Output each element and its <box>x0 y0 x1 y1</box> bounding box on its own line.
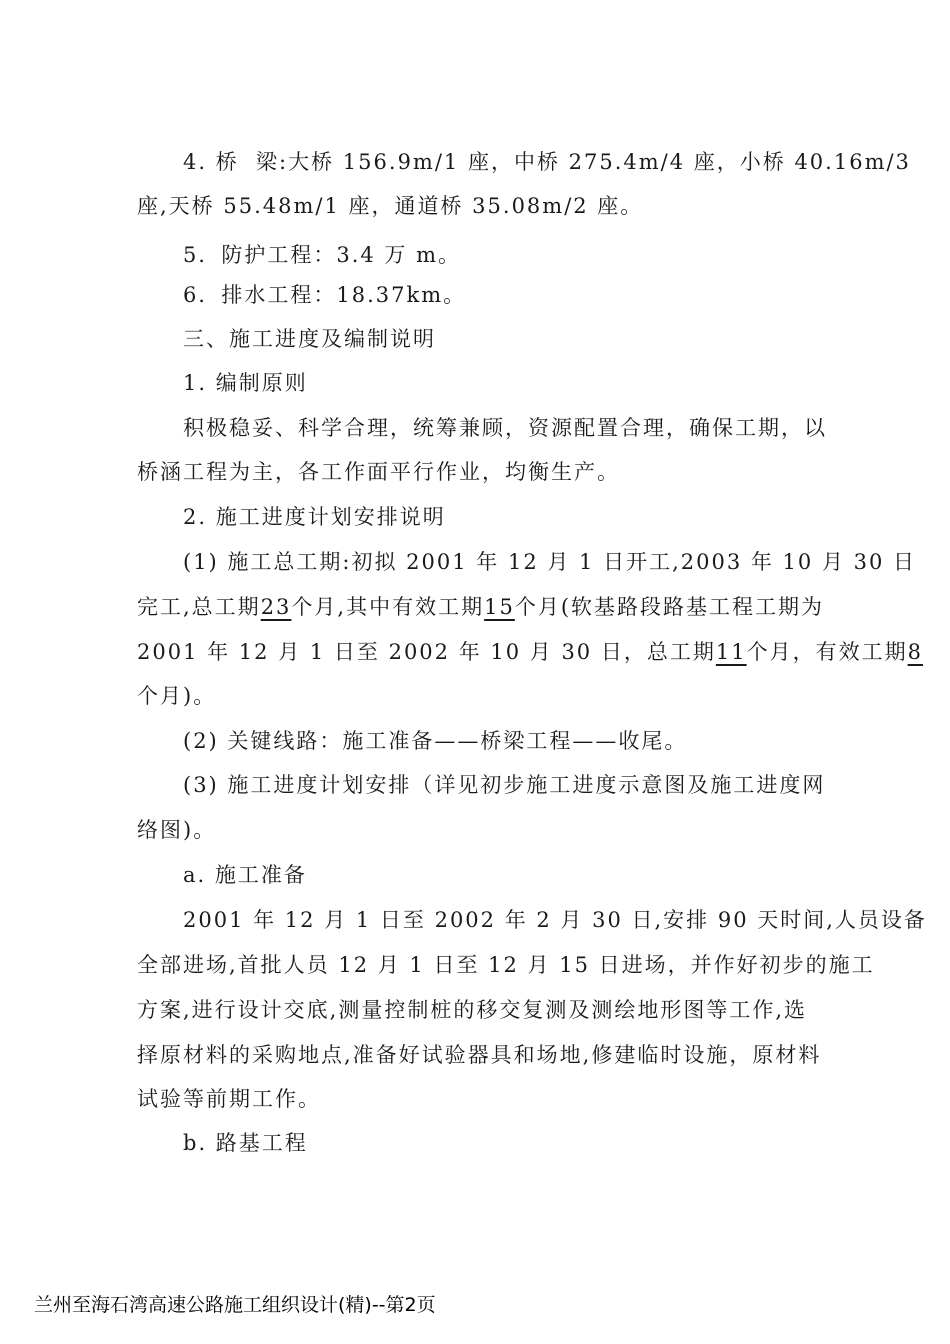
paragraph-total-period-line4 <box>0 681 950 711</box>
underlined-value: 8 <box>907 640 923 664</box>
paragraph-critical-path <box>0 726 950 756</box>
paragraph-protection <box>0 235 950 270</box>
text-run: 5．防护工程：3.4 万 m <box>183 243 439 267</box>
text-run: 座,天桥 55.48m/1 座，通道桥 35.08m/2 座。 <box>137 194 644 218</box>
paragraph-schedule-arrangement-line2 <box>0 815 950 845</box>
underlined-value: 15 <box>484 595 515 619</box>
text-run: 积极稳妥、科学合理，统筹兼顾，资源配置合理，确保工期，以 <box>183 416 827 440</box>
text-run: 方案,进行设计交底,测量控制桩的移交复测及测绘地形图等工作,选 <box>137 998 808 1022</box>
heading-compile-principle <box>0 368 950 398</box>
paragraph-preparation-line4 <box>0 1040 950 1070</box>
text-run: 2. 施工进度计划安排说明 <box>183 505 446 529</box>
text-run: 2001 年 12 月 1 日至 2002 年 2 月 30 日,安排 90 天时间,人员设备 <box>183 908 927 932</box>
text-run: 个月，有效工期 <box>746 640 908 664</box>
text-run: 全部进场,首批人员 12 月 1 日至 12 月 15 日进场，并作好初步的施工 <box>137 953 875 977</box>
text-run: 试验等前期工作。 <box>137 1087 321 1111</box>
paragraph-total-period-line2 <box>0 592 950 622</box>
text-run: (1) 施工总工期:初拟 2001 年 12 月 1 日开工,2003 年 10 月 30 日 <box>183 550 917 574</box>
text-run: b. 路基工程 <box>183 1131 308 1155</box>
paragraph-total-period-line3 <box>0 637 950 667</box>
paragraph-principle-line2 <box>0 457 950 487</box>
text-run: 三、施工进度及编制说明 <box>183 327 436 351</box>
text-run: 个月,其中有效工期 <box>291 595 485 619</box>
underlined-value: 23 <box>260 595 292 619</box>
underlined-value: 11 <box>715 640 747 664</box>
paragraph-preparation-line5 <box>0 1084 950 1114</box>
text-run: 择原材料的采购地点,准备好试验器具和场地,修建临时设施，原材料 <box>137 1043 822 1067</box>
text-run: 络图)。 <box>137 818 217 842</box>
text-run: (2) 关键线路：施工准备——桥梁工程——收尾。 <box>183 729 688 753</box>
paragraph-schedule-arrangement-line1 <box>0 770 950 800</box>
paragraph-preparation-line2 <box>0 950 950 980</box>
text-run: 。 <box>438 243 462 267</box>
text-run: 完工,总工期 <box>137 595 261 619</box>
text-run: 6．排水工程：18.37km。 <box>183 283 467 307</box>
paragraph-preparation-line1 <box>0 905 950 935</box>
heading-preparation <box>0 860 950 890</box>
text-run: 1. 编制原则 <box>183 371 308 395</box>
heading-schedule-plan <box>0 502 950 532</box>
text-run: 桥涵工程为主，各工作面平行作业，均衡生产。 <box>137 460 620 484</box>
paragraph-drainage <box>0 280 950 310</box>
text-run: a. 施工准备 <box>183 863 307 887</box>
paragraph-bridges-line1 <box>0 147 950 177</box>
text-run: (3) 施工进度计划安排（详见初步施工进度示意图及施工进度网 <box>183 773 826 797</box>
page-footer: 兰州至海石湾高速公路施工组织设计(精)--第2页 <box>34 1294 436 1316</box>
text-run: 4. 桥 梁:大桥 156.9m/1 座，中桥 275.4m/4 座，小桥 40.16m/3 <box>183 150 911 174</box>
heading-roadbed <box>0 1128 950 1158</box>
heading-section-3 <box>0 324 950 354</box>
text-run: 2001 年 12 月 1 日至 2002 年 10 月 30 日，总工期 <box>137 640 716 664</box>
text-run: 个月(软基路段路基工程工期为 <box>514 595 825 619</box>
paragraph-bridges-line2 <box>0 191 950 221</box>
paragraph-preparation-line3 <box>0 995 950 1025</box>
text-run: 个月)。 <box>137 684 217 708</box>
paragraph-principle-line1 <box>0 413 950 443</box>
paragraph-total-period-line1 <box>0 547 950 577</box>
